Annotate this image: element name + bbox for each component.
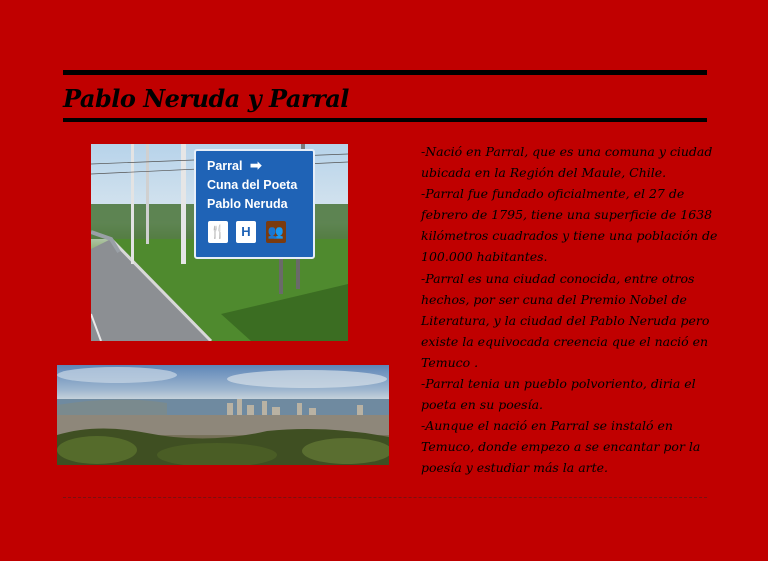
top-rule [63,70,707,75]
page-title: Pablo Neruda y Parral [63,84,349,113]
people-icon: 👥 [266,221,286,243]
panorama-drawing [57,365,389,465]
paragraph: -Parral tenia un pueblo polvoriento, diria el poeta en su poesía. [421,376,696,413]
body-text [421,141,721,479]
parral-sign-photo [91,144,348,341]
paragraph: -Aunque el nació en Parral se instaló en Temuco, donde empezo a se encantar por la poesía y estudiar más la arte. [421,418,701,476]
parral-road-sign [194,149,315,259]
right-arrow-icon: ➡ [250,157,262,173]
city-panorama-photo [57,365,389,465]
sign-line-parral: Parral [207,159,243,173]
title-underline-rule [63,118,707,122]
restaurant-icon: 🍴 [208,221,228,243]
hotel-icon: H [236,221,256,243]
paragraph: -Nació en Parral, que es una comuna y ciudad ubicada en la Región del Maule, Chile. [421,144,713,181]
sign-line-cuna: Cuna del Poeta [207,178,298,192]
sign-line-neruda: Pablo Neruda [207,197,288,211]
paragraph: -Parral fue fundado oficialmente, el 27 de febrero de 1795, tiene una superficie de 1638 kilómetros cuadrados y tiene una población de 100.000 habitantes. [421,186,718,265]
paragraph: -Parral es una ciudad conocida, entre otros hechos, por ser cuna del Premio Nobel de Literatura, y la ciudad del Pablo Neruda pero existe la equivocada creencia que el nació en Temuco . [421,270,710,370]
bottom-dashed-divider [63,497,707,498]
